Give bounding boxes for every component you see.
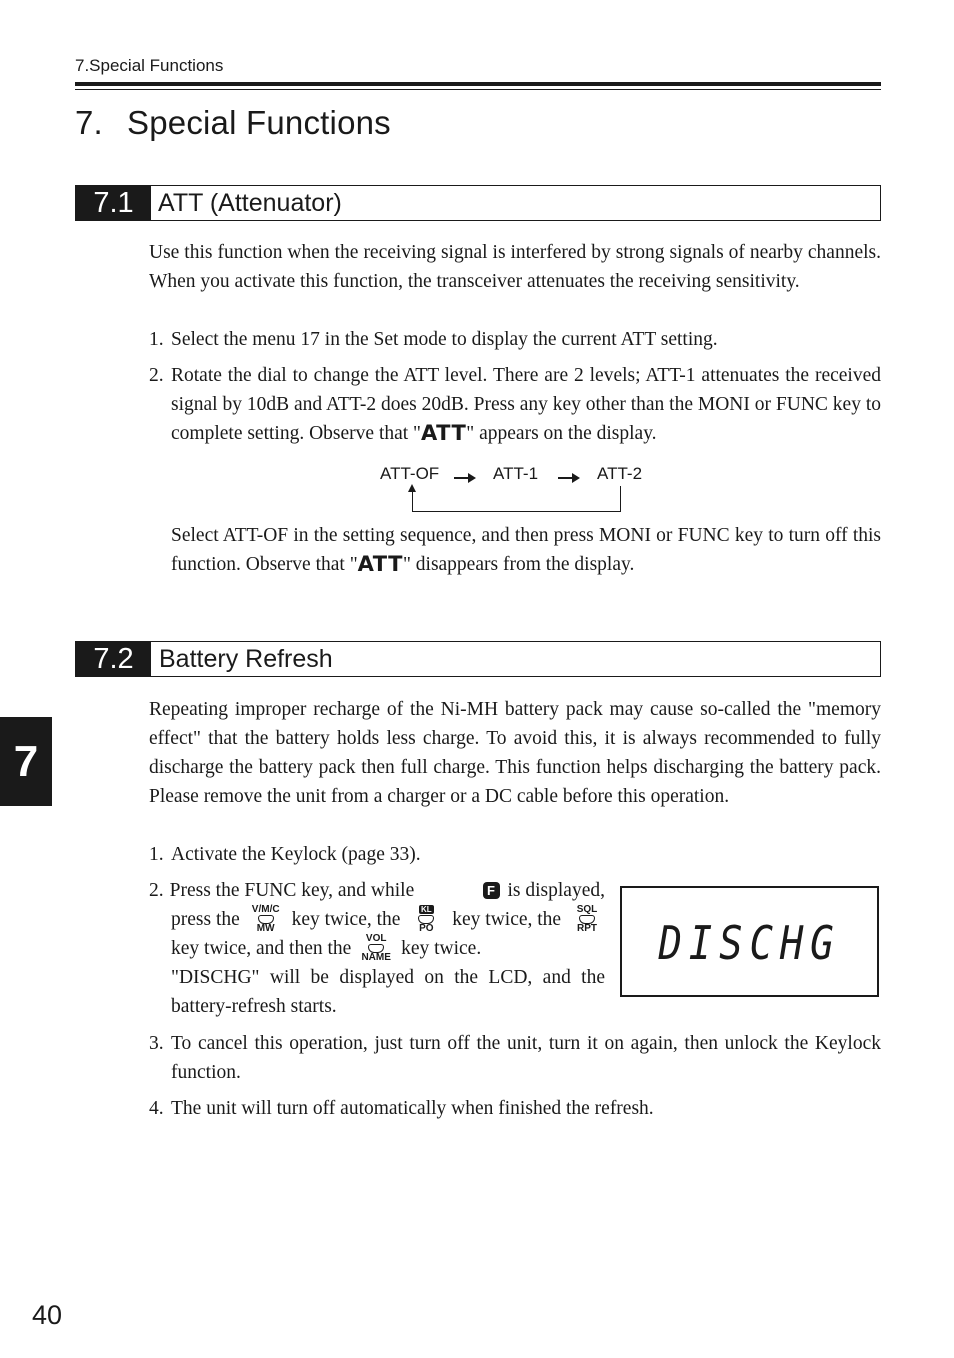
step-text: The unit will turn off automatically when finished the refresh. <box>171 1098 654 1119</box>
chapter-thumb-tab: 7 <box>0 717 52 806</box>
battery-step-3 <box>149 1029 881 1087</box>
key-label-bottom: NAME <box>361 952 391 963</box>
vol-name-key-icon <box>358 934 394 963</box>
chapter-title-text: Special Functions <box>127 104 391 141</box>
step-line <box>149 876 605 905</box>
step-number: 4. <box>149 1098 164 1119</box>
loop-arrowhead-icon <box>408 484 416 492</box>
att-indicator-icon: ATT <box>357 552 403 576</box>
step-text-part: key twice, and then the <box>171 938 352 959</box>
att-level-cycle-diagram <box>380 464 650 516</box>
vmc-mw-key-icon <box>248 905 284 934</box>
step-text-part: Press the FUNC key, and while <box>169 880 415 901</box>
step-text-part: Rotate the dial to change the ATT level. There are 2 levels; ATT-1 attenuates the received signal by 10dB and ATT-2 does 20dB. Press any key other than the MONI or FUNC key to complete setting. Observe that " <box>171 365 881 444</box>
step-number: 3. <box>149 1033 164 1054</box>
running-header: 7.Special Functions <box>75 56 224 75</box>
text-part: Select ATT-OF in the setting sequence, and then press MONI or FUNC key to turn off this function. Observe that " <box>171 525 881 575</box>
section-title: ATT (Attenuator) <box>158 189 342 217</box>
kl-po-key-icon <box>408 905 444 934</box>
step-text <box>171 361 881 448</box>
chapter-title <box>75 104 391 142</box>
step-text-part: key twice, the <box>452 909 562 930</box>
section-number: 7.1 <box>76 186 151 220</box>
section-header-battery <box>75 641 881 677</box>
step-text-part: " appears on the display. <box>466 423 657 444</box>
function-f-icon: F <box>483 882 500 899</box>
key-label-bottom: PO <box>419 923 434 934</box>
step-text: Activate the Keylock (page 33). <box>171 844 421 865</box>
step-text-part: press the <box>171 909 240 930</box>
battery-step-1 <box>149 840 881 869</box>
battery-intro-paragraph: Repeating improper recharge of the Ni-MH battery pack may cause so-called the "memory effect" that the battery holds less charge. To avoid this, it is always recommended to fully discharge the battery pack then full charge. This function helps discharging the battery pack. Please remove the unit from a charger or a DC cable before this operation. <box>149 699 881 807</box>
step-line <box>171 934 605 963</box>
step-text-part: key twice, the <box>291 909 401 930</box>
key-label-top: SQL <box>576 904 598 915</box>
header-rule-thick <box>75 82 881 86</box>
att-intro-paragraph: Use this function when the receiving signal is interfered by strong signals of nearby channels. When you activate this function, the transceiver attenuates the receiving sensitivity. <box>149 242 881 292</box>
lcd-text: DISCHG <box>658 916 841 970</box>
key-label-bottom: MW <box>256 923 275 934</box>
loop-line <box>412 511 621 512</box>
step-number: 2. <box>149 880 164 901</box>
battery-step-4 <box>149 1094 881 1123</box>
step-text-part: is displayed, <box>507 880 605 901</box>
loop-line <box>620 486 621 512</box>
sql-rpt-key-icon <box>569 905 605 934</box>
key-label-bottom: RPT <box>577 923 597 934</box>
step-text: To cancel this operation, just turn off the unit, turn it on again, then unlock the Keylock function. <box>171 1033 881 1083</box>
kl-badge: KL <box>421 905 432 914</box>
text-part: " disappears from the display. <box>402 554 635 575</box>
step-number: 1. <box>149 329 164 350</box>
chapter-number: 7. <box>75 104 103 141</box>
section-number: 7.2 <box>76 642 151 676</box>
page-number: 40 <box>32 1300 63 1330</box>
step-number: 1. <box>149 844 164 865</box>
key-label-top: VOL <box>365 933 387 944</box>
flow-arrow-icon <box>454 477 474 479</box>
flow-step-att-of: ATT-OF <box>380 464 440 483</box>
header-rule-thin <box>75 89 881 90</box>
step-number: 2. <box>149 365 164 386</box>
flow-arrow-icon <box>558 477 578 479</box>
step-text-part: key twice. <box>401 938 482 959</box>
att-indicator-icon: ATT <box>421 421 467 445</box>
lcd-display <box>620 886 879 997</box>
flow-step-att-2: ATT-2 <box>597 464 643 483</box>
key-label-top <box>408 905 444 915</box>
step-line <box>171 905 605 934</box>
key-label-top: V/M/C <box>251 904 280 915</box>
att-off-paragraph <box>171 521 881 579</box>
att-step-2 <box>149 361 881 448</box>
section-header-att <box>75 185 881 221</box>
battery-step-2 <box>149 876 605 1021</box>
flow-step-att-1: ATT-1 <box>493 464 539 483</box>
section-title: Battery Refresh <box>159 645 333 673</box>
step-result: "DISCHG" will be displayed on the LCD, and the battery-refresh starts. <box>171 967 605 1017</box>
loop-line <box>412 490 413 512</box>
att-step-1 <box>149 325 881 354</box>
step-text: Select the menu 17 in the Set mode to display the current ATT setting. <box>171 329 718 350</box>
